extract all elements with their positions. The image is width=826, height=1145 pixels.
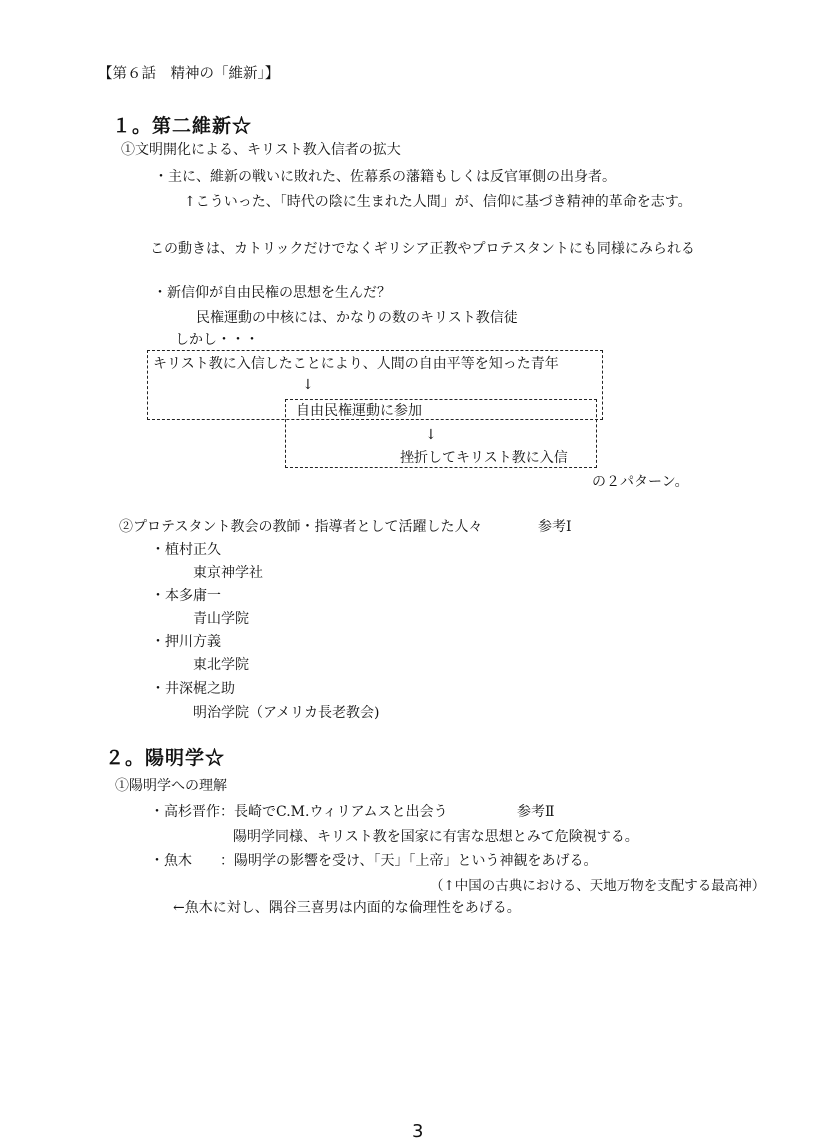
person-name: ・井深梶之助 [151, 681, 235, 697]
text-line: ↑こういった、「時代の陰に生まれた人間」が、信仰に基づき精神的革命を志す。 [184, 194, 692, 210]
person-school: 明治学院（アメリカ長老教会) [193, 705, 380, 721]
chapter-header: 【第６話 精神の「維新」】 [98, 66, 280, 82]
section-1-title: １。第二維新☆ [112, 115, 253, 137]
text-line: 陽明学同様、キリスト教を国家に有害な思想とみて危険視する。 [233, 829, 639, 845]
flow-box-2-label: 自由民権運動に参加 [296, 403, 422, 419]
down-arrow-icon: ↓ [425, 427, 437, 443]
text-line: ←魚木に対し、隅谷三喜男は内面的な倫理性をあげる。 [173, 900, 521, 916]
person-school: 青山学院 [193, 611, 249, 627]
text-line: しかし・・・ [175, 332, 259, 348]
flow-box-3-label: 挫折してキリスト教に入信 [400, 450, 568, 466]
reference-label: 参考Ⅱ [517, 804, 555, 820]
subsection-1-1-title: ①文明開化による、キリスト教入信者の拡大 [121, 142, 401, 158]
person-name: ・本多庸一 [151, 588, 221, 604]
person-name: ・植村正久 [151, 542, 221, 558]
flow-box-1-label: キリスト教に入信したことにより、人間の自由平等を知った青年 [153, 356, 559, 372]
reference-label: 参考Ⅰ [538, 519, 572, 535]
subsection-2-1-title: ①陽明学への理解 [115, 778, 227, 794]
down-arrow-icon: ↓ [302, 377, 314, 393]
flow-suffix: の２パターン。 [592, 474, 689, 490]
text-line: ・魚木 ：陽明学の影響を受け、「天」「上帝」という神観をあげる。 [150, 853, 598, 869]
person-name: ・押川方義 [151, 634, 221, 650]
person-school: 東京神学社 [193, 565, 263, 581]
text-line: （↑中国の古典における、天地万物を支配する最高神） [430, 878, 766, 894]
page-number: 3 [412, 1121, 424, 1142]
text-line: 民権運動の中核には、かなりの数のキリスト教信徒 [196, 310, 518, 326]
text-line: ・新信仰が自由民権の思想を生んだ？ [153, 285, 391, 301]
text-line: ・主に、維新の戦いに敗れた、佐幕系の藩籍もしくは反官軍側の出身者。 [154, 169, 616, 185]
section-2-title: ２。陽明学☆ [105, 747, 226, 769]
subsection-1-2-title: ②プロテスタント教会の教師・指導者として活躍した人々 [119, 519, 483, 535]
person-school: 東北学院 [193, 657, 249, 673]
text-line: ・高杉晋作：長崎でC.M.ウィリアムスと出会う [150, 804, 448, 820]
text-line: この動きは、カトリックだけでなくギリシア正教やプロテスタントにも同様にみられる [150, 241, 695, 257]
